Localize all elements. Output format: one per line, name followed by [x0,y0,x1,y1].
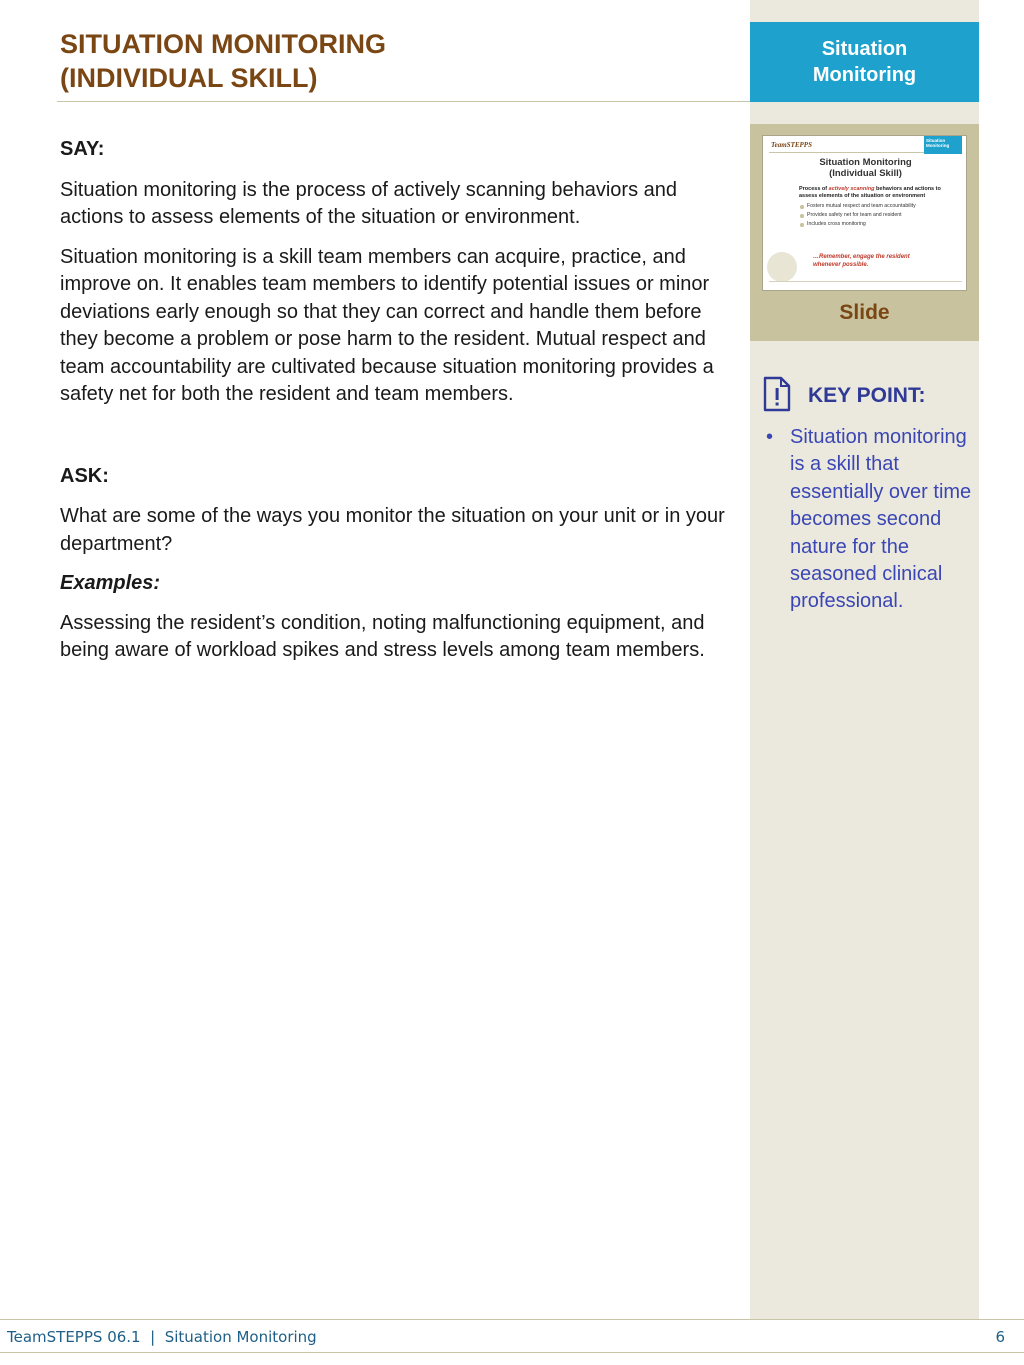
thumb-intro-after: behaviors and actions to assess elements of the situation or environment [799,186,941,199]
say-label: SAY: [60,138,105,160]
slide-panel [750,124,979,341]
slide-thumbnail[interactable] [762,135,967,291]
examples-label: Examples: [60,572,161,594]
footer-text: TeamSTEPPS 06.1 | Situation Monitoring [7,1328,317,1346]
alert-document-icon [762,376,792,412]
ask-question: What are some of the ways you monitor the situation on your unit or in your department? [60,505,725,555]
thumb-remember-line2: whenever possible. [813,262,869,268]
thumb-bullet-list [799,202,959,229]
thumb-divider [769,152,929,153]
thumb-body [799,186,959,229]
thumb-remember [813,253,910,269]
key-point-list [762,424,972,616]
footer-divider [0,1319,1024,1320]
thumb-title-line2: (Individual Skill) [829,168,902,179]
title-divider [57,101,750,102]
thumb-remember-line1: …Remember, engage the resident [813,254,910,260]
say-paragraph: Situation monitoring is a skill team members can acquire, practice, and improve on. It enables team members to identify potential issues or minor deviations early enough so that they can correct and handle them before they become a problem or pose harm to the resident. Mutual respect and team accountability are cultivated because situation monitoring provides a safety net for both the resident and team members. [60,245,714,405]
page-title-line1: SITUATION MONITORING [60,29,386,59]
page-title-line2: (INDIVIDUAL SKILL) [60,63,318,93]
thumb-intro-highlight: actively scanning [828,186,875,192]
ask-label: ASK: [60,464,109,487]
thumb-title [763,157,967,179]
section-tab [750,22,979,102]
thumb-brand: TeamSTEPPS [771,141,812,149]
slide-label: Slide [839,301,890,324]
thumb-intro-before: Process of [799,186,829,192]
main-content [60,136,730,677]
thumb-title-line1: Situation Monitoring [819,157,912,168]
page-number: 6 [995,1328,1005,1346]
thumb-bullet: Fosters mutual respect and team accountability [799,202,959,211]
footer-bottom-divider [0,1352,1024,1353]
page-title [60,27,740,95]
thumb-bullet: Provides safety net for team and resident [799,211,959,220]
thumb-bullet: Includes cross monitoring [799,220,959,229]
say-paragraph: Situation monitoring is the process of actively scanning behaviors and actions to assess elements of the situation or environment. [60,178,678,228]
key-point-title: KEY POINT: [808,384,926,407]
thumb-footer [769,281,962,287]
thumb-emblem-icon [767,252,797,282]
section-tab-label: Situation Monitoring [812,38,917,86]
examples-text: Assessing the resident’s condition, noting malfunctioning equipment, and being aware of workload spikes and stress levels among team members. [60,611,705,661]
thumb-tab: Situation Monitoring [924,136,962,154]
key-point-item: • Situation monitoring is a skill that essentially over time becomes second nature for the seasoned clinical professional. [762,424,972,616]
